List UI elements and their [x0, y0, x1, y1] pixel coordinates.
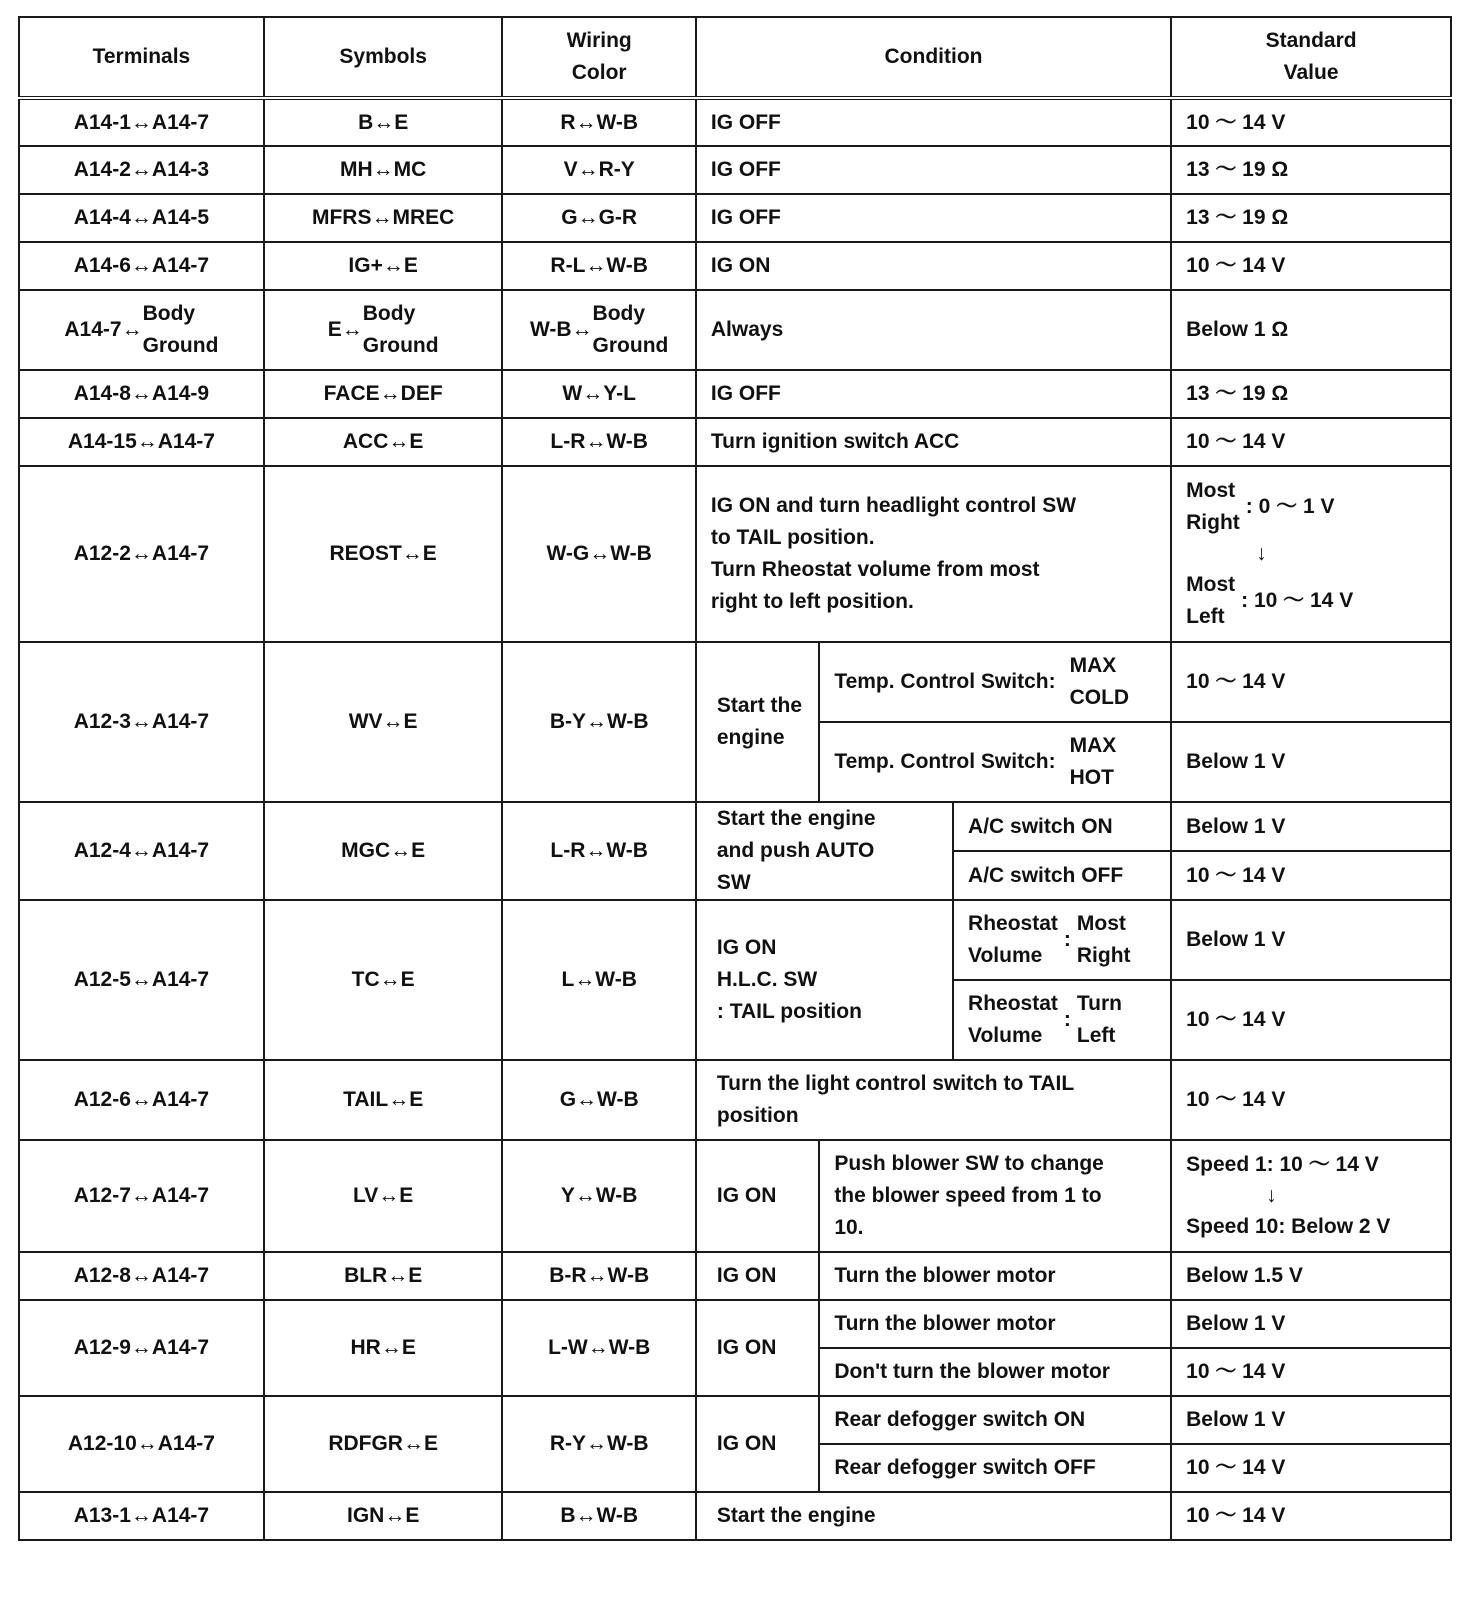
terminals-cell: A12-5↔A14-7	[19, 900, 264, 1060]
table-row	[19, 1060, 1451, 1140]
terminals-cell: A12-7↔A14-7	[19, 1140, 264, 1252]
value-cell: Below 1 V	[1171, 802, 1451, 851]
terminals-cell: A12-6↔A14-7	[19, 1060, 264, 1140]
value-cell: Below 1 V	[1171, 1300, 1451, 1348]
value-cell: Below 1 V	[1171, 722, 1451, 802]
condition-cell: Turn the light control switch to TAIL position	[696, 1060, 1171, 1140]
condition-cell: Turn ignition switch ACC	[696, 418, 1171, 466]
wiring-cell: W-G↔W-B	[502, 466, 695, 642]
wiring-cell: G↔G-R	[502, 194, 695, 242]
symbols-cell: IGN↔E	[264, 1492, 503, 1540]
wiring-cell: R-Y↔W-B	[502, 1396, 695, 1492]
terminals-cell: A13-1↔A14-7	[19, 1492, 264, 1540]
condition-cell: IG ON and turn headlight control SW to TAIL position. Turn Rheostat volume from most right to left position.	[696, 466, 1171, 642]
value-cell: 10 ～ 14 V	[1171, 418, 1451, 466]
condition-sub-cell: Rheostat Volume : Most Right	[953, 900, 1171, 980]
condition-main-cell: IG ON	[696, 1140, 819, 1252]
wiring-cell: B↔W-B	[502, 1492, 695, 1540]
terminals-cell: A12-4↔A14-7	[19, 802, 264, 900]
symbols-cell: E↔ Body Ground	[264, 290, 503, 370]
wiring-cell: R-L↔W-B	[502, 242, 695, 290]
arrow-down-icon: ↓	[1266, 1184, 1277, 1207]
symbols-cell: FACE↔DEF	[264, 370, 503, 418]
terminals-cell: A12-10↔A14-7	[19, 1396, 264, 1492]
table-row	[19, 194, 1451, 242]
terminals-cell: A14-15↔A14-7	[19, 418, 264, 466]
value-cell: 10 ～ 14 V	[1171, 1348, 1451, 1396]
symbols-cell: B↔E	[264, 98, 503, 146]
wiring-cell: L-R↔W-B	[502, 802, 695, 900]
header-symbols: Symbols	[264, 17, 503, 98]
symbols-cell: BLR↔E	[264, 1252, 503, 1300]
condition-sub-cell: Temp. Control Switch: MAX HOT	[819, 722, 1171, 802]
value-cell: Below 1 V	[1171, 1396, 1451, 1444]
value-cell: 13 ～ 19 Ω	[1171, 146, 1451, 194]
symbols-cell: MH↔MC	[264, 146, 503, 194]
condition-sub-cell: A/C switch OFF	[953, 851, 1171, 900]
condition-main-cell: Start the engine and push AUTO SW	[696, 802, 953, 900]
symbols-cell: WV↔E	[264, 642, 503, 802]
value-cell: 10 ～ 14 V	[1171, 1492, 1451, 1540]
table-row	[19, 802, 1451, 851]
symbols-cell: REOST↔E	[264, 466, 503, 642]
wiring-cell: W-B↔ Body Ground	[502, 290, 695, 370]
terminal-inspection-sheet	[18, 16, 1452, 1541]
symbols-cell: TC↔E	[264, 900, 503, 1060]
terminals-cell: A14-1↔A14-7	[19, 98, 264, 146]
symbols-cell: MGC↔E	[264, 802, 503, 900]
terminals-cell: A12-2↔A14-7	[19, 466, 264, 642]
table-row	[19, 1300, 1451, 1348]
condition-sub-cell: A/C switch ON	[953, 802, 1171, 851]
wiring-cell: L↔W-B	[502, 900, 695, 1060]
table-row	[19, 1252, 1451, 1300]
condition-main-cell: IG ON	[696, 1300, 819, 1396]
wiring-cell: G↔W-B	[502, 1060, 695, 1140]
condition-sub-cell: Temp. Control Switch: MAX COLD	[819, 642, 1171, 722]
terminals-cell: A14-8↔A14-9	[19, 370, 264, 418]
terminals-cell: A14-7↔ Body Ground	[19, 290, 264, 370]
condition-main-cell: Start the engine	[696, 642, 819, 802]
table-header	[19, 17, 1451, 98]
wiring-cell: B-R↔W-B	[502, 1252, 695, 1300]
condition-cell: IG OFF	[696, 146, 1171, 194]
terminals-cell: A14-2↔A14-3	[19, 146, 264, 194]
wiring-cell: L-R↔W-B	[502, 418, 695, 466]
table-row	[19, 1396, 1451, 1444]
symbols-cell: LV↔E	[264, 1140, 503, 1252]
value-cell: 10 ～ 14 V	[1171, 1060, 1451, 1140]
condition-sub-cell: Push blower SW to change the blower speed from 1 to 10.	[819, 1140, 1171, 1252]
value-cell: 10 ～ 14 V	[1171, 98, 1451, 146]
value-cell: Below 1 V	[1171, 900, 1451, 980]
symbols-cell: HR↔E	[264, 1300, 503, 1396]
table-row	[19, 642, 1451, 722]
terminal-inspection-table	[18, 16, 1452, 1541]
value-cell: 10 ～ 14 V	[1171, 242, 1451, 290]
wiring-cell: Y↔W-B	[502, 1140, 695, 1252]
header-standard-value: Standard Value	[1171, 17, 1451, 98]
symbols-cell: IG+↔E	[264, 242, 503, 290]
condition-cell: Start the engine	[696, 1492, 1171, 1540]
table-row	[19, 900, 1451, 980]
terminals-cell: A12-3↔A14-7	[19, 642, 264, 802]
table-row	[19, 98, 1451, 146]
table-row	[19, 1140, 1451, 1252]
value-cell: 10 ～ 14 V	[1171, 642, 1451, 722]
condition-cell: IG ON	[696, 242, 1171, 290]
value-cell: Below 1.5 V	[1171, 1252, 1451, 1300]
value-cell: Speed 1: 10 ～ 14 V ↓ Speed 10: Below 2 V	[1171, 1140, 1451, 1252]
table-row	[19, 146, 1451, 194]
value-cell: 13 ～ 19 Ω	[1171, 194, 1451, 242]
condition-sub-cell: Rheostat Volume : Turn Left	[953, 980, 1171, 1060]
wiring-cell: B-Y↔W-B	[502, 642, 695, 802]
symbols-cell: ACC↔E	[264, 418, 503, 466]
symbols-cell: RDFGR↔E	[264, 1396, 503, 1492]
value-cell: 10 ～ 14 V	[1171, 1444, 1451, 1492]
table-row	[19, 1492, 1451, 1540]
condition-sub-cell: Turn the blower motor	[819, 1252, 1171, 1300]
terminals-cell: A14-4↔A14-5	[19, 194, 264, 242]
condition-cell: IG OFF	[696, 98, 1171, 146]
condition-main-cell: IG ON	[696, 1396, 819, 1492]
header-terminals: Terminals	[19, 17, 264, 98]
table-row	[19, 290, 1451, 370]
wiring-cell: R↔W-B	[502, 98, 695, 146]
condition-main-cell: IG ON	[696, 1252, 819, 1300]
value-cell: Below 1 Ω	[1171, 290, 1451, 370]
condition-sub-cell: Rear defogger switch ON	[819, 1396, 1171, 1444]
wiring-cell: V↔R-Y	[502, 146, 695, 194]
condition-sub-cell: Don't turn the blower motor	[819, 1348, 1171, 1396]
condition-main-cell: IG ON H.L.C. SW : TAIL position	[696, 900, 953, 1060]
wiring-cell: L-W↔W-B	[502, 1300, 695, 1396]
table-row	[19, 242, 1451, 290]
value-cell: 10 ～ 14 V	[1171, 851, 1451, 900]
value-cell: 13 ～ 19 Ω	[1171, 370, 1451, 418]
table-row	[19, 418, 1451, 466]
table-row	[19, 370, 1451, 418]
condition-sub-cell: Turn the blower motor	[819, 1300, 1171, 1348]
condition-cell: IG OFF	[696, 370, 1171, 418]
table-row	[19, 466, 1451, 642]
symbols-cell: TAIL↔E	[264, 1060, 503, 1140]
condition-cell: Always	[696, 290, 1171, 370]
arrow-down-icon: ↓	[1256, 542, 1267, 565]
terminals-cell: A12-8↔A14-7	[19, 1252, 264, 1300]
terminals-cell: A12-9↔A14-7	[19, 1300, 264, 1396]
terminals-cell: A14-6↔A14-7	[19, 242, 264, 290]
header-wiring-color: Wiring Color	[502, 17, 695, 98]
condition-cell: IG OFF	[696, 194, 1171, 242]
symbols-cell: MFRS↔MREC	[264, 194, 503, 242]
wiring-cell: W↔Y-L	[502, 370, 695, 418]
value-cell: Most Right : 0 ～ 1 V ↓ Most Left : 10 ～ 14 V	[1171, 466, 1451, 642]
header-condition: Condition	[696, 17, 1171, 98]
condition-sub-cell: Rear defogger switch OFF	[819, 1444, 1171, 1492]
value-cell: 10 ～ 14 V	[1171, 980, 1451, 1060]
